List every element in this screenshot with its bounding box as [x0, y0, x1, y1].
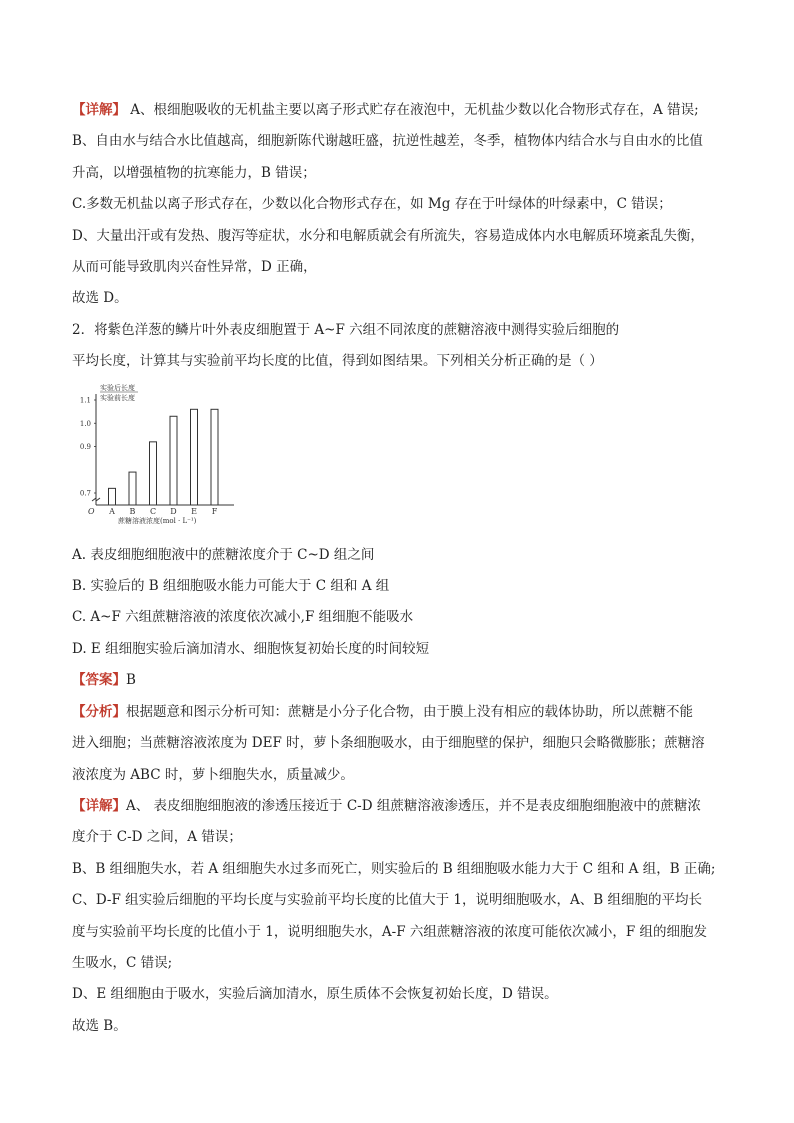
bar-D: [170, 416, 177, 505]
y-tick-label: 0.9: [79, 442, 91, 451]
analysis-line: 【分析】根据题意和图示分析可知：蔗糖是小分子化合物，由于膜上没有相应的载体协助，所以蔗糖不能: [72, 703, 693, 720]
detail-line: 升高，以增强植物的抗寒能力，B 错误；: [72, 164, 316, 181]
detail-line: C、D-F 组实验后细胞的平均长度与实验前平均长度的比值大于 1，说明细胞吸水，A、B 组细胞的平均长: [72, 892, 702, 909]
detail-line: 【详解】A、 表皮细胞细胞液的渗透压接近于 C-D 组蔗糖溶液渗透压，并不是表皮细胞细胞液中的蔗糖浓: [72, 797, 701, 814]
detail-line: 从而可能导致肌肉兴奋性异常，D 正确，: [72, 259, 317, 276]
option-d: D. E 组细胞实验后滴加清水、细胞恢复初始长度的时间较短: [72, 640, 430, 657]
detail-line: 【详解】 A、根细胞吸收的无机盐主要以离子形式贮存在液泡中，无机盐少数以化合物形式存在，A 错误;: [72, 102, 699, 118]
y-axis-label-top: 实验后长度: [100, 383, 135, 392]
detail-line: D、大量出汗或有发热、腹泻等症状，水分和电解质就会有所流失，容易造成体内水电解质环境紊乱失衡，: [72, 227, 704, 244]
bar-chart-svg: [72, 380, 252, 540]
question-stem: 平均长度，计算其与实验前平均长度的比值，得到如图结果。下列相关分析正确的是（ ）: [72, 353, 603, 370]
y-tick-label: 1.1: [79, 396, 91, 405]
y-tick-label: 1.0: [79, 419, 91, 428]
detail-line: 度介于 C-D 之间，A 错误；: [72, 829, 242, 846]
x-axis-label: 蔗糖溶液浓度(mol · L⁻¹): [118, 516, 197, 525]
bar-B: [129, 472, 136, 505]
y-axis-label-bottom: 实验前长度: [100, 393, 135, 402]
answer-line: [72, 665, 728, 696]
x-tick-label: F: [211, 506, 218, 516]
detail-line: 度与实验前平均长度的比值小于 1，说明细胞失水，A-F 六组蔗糖溶液的浓度可能依次减小，F 组的细胞发: [72, 923, 708, 940]
option-a: A. 表皮细胞细胞液中的蔗糖浓度介于 C~D 组之间: [72, 546, 375, 563]
detail-line: D、E 组细胞由于吸水，实验后滴加清水，原生质体不会恢复初始长度，D 错误。: [72, 986, 558, 1003]
bar-A: [109, 488, 116, 505]
bar-chart: [72, 380, 728, 540]
bar-C: [150, 442, 157, 505]
answer-tag: 【答案】: [72, 672, 126, 689]
document-page: [72, 95, 728, 1042]
analysis-tag: 【分析】: [72, 703, 126, 720]
analysis-line: 进入细胞；当蔗糖溶液浓度为 DEF 时，萝卜条细胞吸水，由于细胞壁的保护，细胞只会略微膨胀；蔗糖溶: [72, 735, 705, 752]
x-tick-label: D: [170, 506, 177, 516]
answer-value: B: [126, 672, 136, 689]
axis-break-mark: [92, 498, 100, 501]
analysis-line: 液浓度为 ABC 时，萝卜细胞失水，质量减少。: [72, 766, 354, 783]
bar-F: [211, 409, 218, 505]
detail-tag: 【详解】: [72, 797, 126, 814]
conclusion-line: 故选 B。: [72, 1017, 127, 1034]
x-tick-label: A: [109, 506, 115, 516]
detail-line: C.多数无机盐以离子形式存在，少数以化合物形式存在，如 Mg 存在于叶绿体的叶绿素中，C 错误；: [72, 196, 672, 213]
detail-line: 生吸水，C 错误;: [72, 954, 173, 971]
option-c: C. A~F 六组蔗糖溶液的浓度依次减小,F 组细胞不能吸水: [72, 609, 414, 626]
conclusion-line: 故选 D。: [72, 290, 128, 307]
x-tick-label: B: [129, 506, 136, 516]
detail-line: B、自由水与结合水比值越高，细胞新陈代谢越旺盛，抗逆性越差，冬季，植物体内结合水与自由水的比值: [72, 133, 703, 150]
x-tick-label: E: [191, 506, 197, 516]
question-stem: 2．将紫色洋葱的鳞片叶外表皮细胞置于 A~F 六组不同浓度的蔗糖溶液中测得实验后细胞的: [72, 321, 620, 338]
detail-tag: 【详解】: [72, 102, 126, 118]
detail-line: B、B 组细胞失水，若 A 组细胞失水过多而死亡，则实验后的 B 组细胞吸水能力大于 C 组和 A 组，B 正确;: [72, 860, 716, 877]
option-b: B. 实验后的 B 组细胞吸水能力可能大于 C 组和 A 组: [72, 578, 390, 595]
bar-E: [191, 409, 198, 505]
origin-label: O: [88, 506, 95, 516]
x-tick-label: C: [149, 506, 157, 516]
y-tick-label: 0.7: [79, 489, 91, 498]
